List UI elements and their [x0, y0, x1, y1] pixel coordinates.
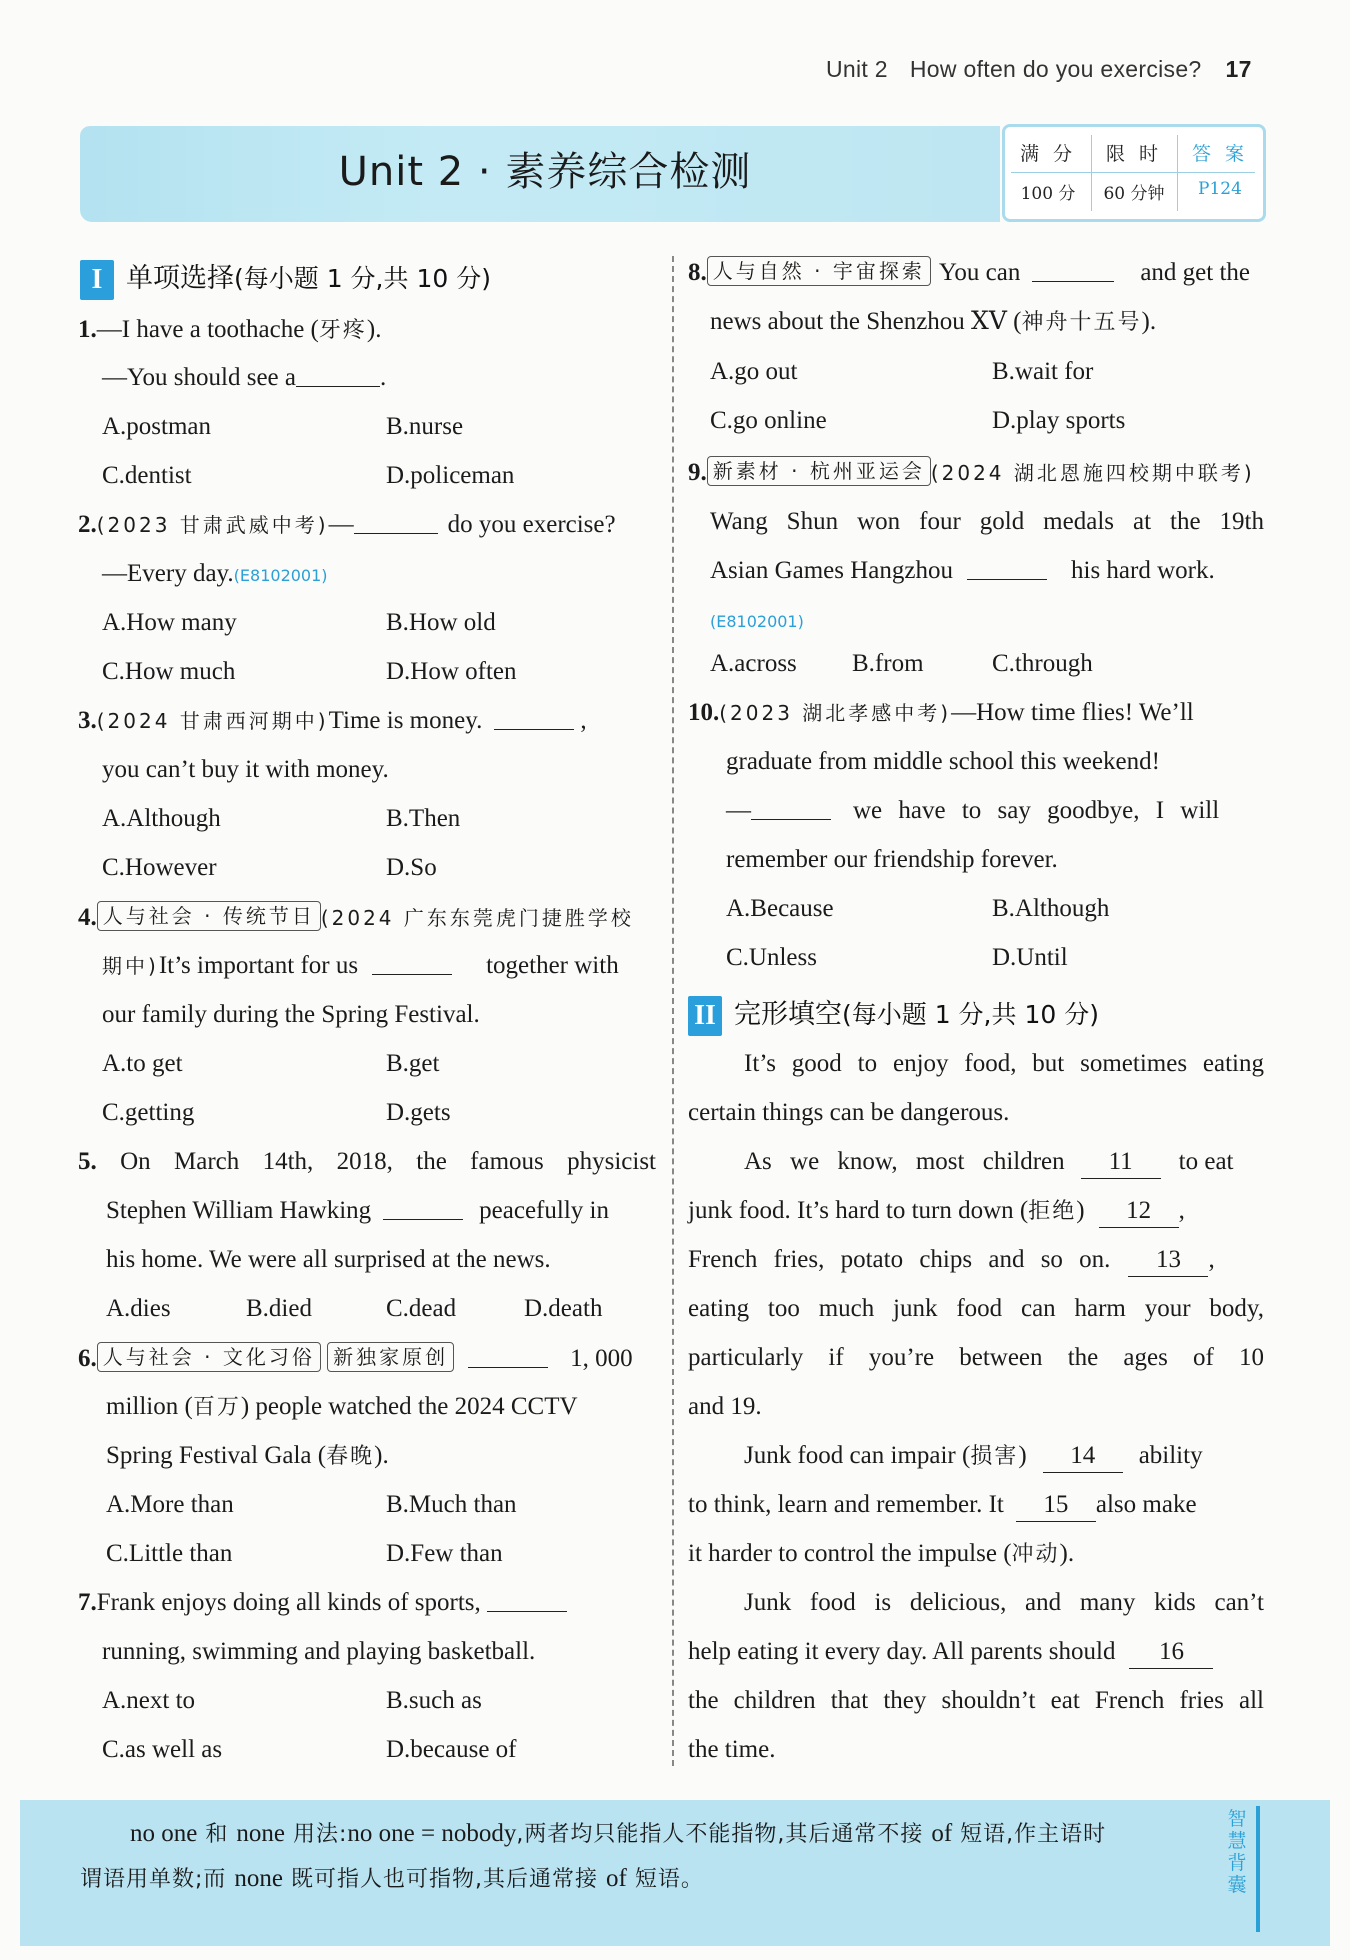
q1-option-b[interactable]: B.nurse	[386, 413, 464, 440]
q6-text: ).	[374, 1442, 389, 1469]
q1-line2	[102, 362, 386, 394]
q5-line1	[78, 1146, 656, 1178]
q6-tag-2: 新独家原创	[327, 1342, 454, 1372]
q7-option-b[interactable]: B.such as	[386, 1687, 482, 1714]
cloze-line: certain things can be dangerous.	[688, 1099, 1010, 1126]
q2-option-a[interactable]: A.How many	[102, 609, 237, 636]
cloze-line: eating too much junk food can harm your body,	[688, 1295, 1264, 1322]
q2-text: —Every day.	[102, 560, 234, 587]
q6-line1	[78, 1342, 633, 1375]
cloze-line	[744, 1146, 1234, 1179]
q7-number: 7.	[78, 1589, 97, 1616]
score-box-separator	[1177, 135, 1178, 211]
q6-cn: 春晚	[326, 1444, 375, 1469]
q10-text: —	[726, 797, 751, 824]
q8-line2	[710, 306, 1156, 339]
q9-text: his hard work.	[1071, 557, 1215, 584]
q6-text: million (	[106, 1393, 193, 1420]
q9-code-line	[710, 604, 804, 638]
q10-line3	[726, 795, 1219, 827]
cloze-text: to think, learn and remember. It	[688, 1491, 1004, 1518]
q6-text: 1, 000	[570, 1345, 633, 1372]
answer-page-link[interactable]: P124	[1198, 179, 1242, 199]
section-1-score: (每小题 1 分,共 10 分)	[234, 264, 491, 293]
q6-option-c[interactable]: C.Little than	[106, 1540, 233, 1567]
answer-blank[interactable]	[354, 509, 438, 534]
q8-option-d[interactable]: D.play sports	[992, 407, 1126, 434]
q3-option-a[interactable]: A.Although	[102, 805, 221, 832]
q2-source: (2023 甘肃武威中考)	[96, 513, 329, 537]
cloze-cn: 损害	[970, 1444, 1019, 1469]
q10-number: 10.	[688, 699, 720, 726]
q1-line1	[78, 314, 381, 347]
q9-line2: Wang Shun won four gold medals at the 19th	[710, 508, 1264, 535]
cloze-line: the children that they shouldn’t eat French fries all	[688, 1687, 1264, 1714]
section-2-title: 完形填空	[734, 999, 842, 1030]
q5-text: On March 14th, 2018, the famous physicist	[120, 1148, 656, 1175]
answer-blank[interactable]	[967, 555, 1047, 580]
tip-text: no one = nobody	[347, 1820, 517, 1847]
q10-line2: graduate from middle school this weekend!	[726, 748, 1160, 775]
q1-option-a[interactable]: A.postman	[102, 413, 212, 440]
q1-cn: 牙疼	[318, 318, 367, 343]
tip-text: no one	[130, 1820, 198, 1847]
q4-option-c[interactable]: C.getting	[102, 1099, 195, 1126]
answer-blank[interactable]	[1032, 257, 1114, 282]
answer-blank[interactable]	[487, 1587, 567, 1612]
cloze-line: and 19.	[688, 1393, 762, 1420]
q2-text: do you exercise?	[447, 511, 616, 538]
cloze-line	[688, 1636, 1213, 1669]
q4-text: together with	[486, 952, 619, 979]
q1-text: —I have a toothache (	[96, 316, 319, 343]
cloze-text: ,	[1178, 1197, 1185, 1224]
tip-bar	[1256, 1806, 1260, 1932]
q10-option-c[interactable]: C.Unless	[726, 944, 817, 971]
q3-option-c[interactable]: C.However	[102, 854, 217, 881]
cloze-text: French fries, potato chips and so on.	[688, 1246, 1111, 1273]
section-2-badge: II	[688, 996, 722, 1036]
q6-option-a[interactable]: A.More than	[106, 1491, 234, 1518]
running-head	[826, 56, 1252, 83]
tip-text: 用法:	[284, 1822, 348, 1847]
page-number: 17	[1225, 56, 1252, 82]
q2-text: —	[328, 511, 354, 538]
q5-line2	[106, 1195, 609, 1227]
q7-option-d[interactable]: D.because of	[386, 1736, 517, 1763]
cloze-line	[688, 1195, 1185, 1228]
q4-line2	[102, 950, 619, 982]
q3-number: 3.	[78, 707, 97, 734]
q10-text: we have to say goodbye, I will	[853, 797, 1220, 824]
q9-number: 9.	[688, 459, 707, 486]
cloze-blank-12[interactable]: 12	[1099, 1195, 1179, 1228]
q10-text: —How time flies! We’ll	[951, 699, 1194, 726]
q4-number: 4.	[78, 904, 97, 931]
cloze-line: It’s good to enjoy food, but sometimes eating	[744, 1050, 1264, 1077]
cloze-blank-14[interactable]: 14	[1043, 1440, 1123, 1473]
q9-text: Asian Games Hangzhou	[710, 557, 953, 584]
cloze-text: )	[1076, 1197, 1085, 1224]
q8-option-a[interactable]: A.go out	[710, 358, 798, 385]
q1-number: 1.	[78, 316, 97, 343]
cloze-blank-15[interactable]: 15	[1016, 1489, 1096, 1522]
q4-option-a[interactable]: A.to get	[102, 1050, 183, 1077]
tip-line-1	[130, 1817, 1106, 1848]
section-2-heading	[688, 992, 1099, 1036]
q9-option-a[interactable]: A.across	[710, 650, 797, 677]
q9-tag: 新素材 · 杭州亚运会	[707, 456, 931, 486]
q5-number: 5.	[78, 1148, 97, 1175]
cloze-text: it harder to control the impulse (	[688, 1540, 1012, 1567]
tip-text: of	[931, 1820, 953, 1847]
q2-line1	[78, 509, 616, 541]
column-divider	[672, 256, 674, 1766]
q6-option-b[interactable]: B.Much than	[386, 1491, 517, 1518]
q6-cn: 百万	[192, 1395, 241, 1420]
q8-line1	[688, 256, 1250, 289]
tip-text: 既可指人也可指物,其后通常接	[283, 1867, 606, 1892]
cloze-text: to eat	[1178, 1148, 1234, 1175]
q2-option-c[interactable]: C.How much	[102, 658, 236, 685]
time-limit-value: 60 分钟	[1103, 184, 1165, 204]
section-1-badge: I	[80, 260, 114, 300]
q7-option-c[interactable]: C.as well as	[102, 1736, 223, 1763]
q3-line2: you can’t buy it with money.	[102, 756, 389, 783]
cloze-text: )	[1018, 1442, 1027, 1469]
q8-text: news about the Shenzhou ⅩⅤ (	[710, 308, 1022, 335]
q4-option-b[interactable]: B.get	[386, 1050, 440, 1077]
q6-option-d[interactable]: D.Few than	[386, 1540, 503, 1567]
q2-option-b[interactable]: B.How old	[386, 609, 496, 636]
full-score-value: 100 分	[1020, 184, 1076, 204]
answer-blank[interactable]	[296, 362, 380, 387]
cloze-line	[688, 1489, 1197, 1522]
q4-option-d[interactable]: D.gets	[386, 1099, 451, 1126]
score-box-divider	[1011, 172, 1255, 173]
cloze-line: particularly if you’re between the ages of 10	[688, 1344, 1264, 1371]
q4-source-cont: 期中)	[102, 954, 159, 978]
q5-option-a[interactable]: A.dies	[106, 1295, 171, 1322]
q4-source: (2024 广东东莞虎门捷胜学校	[320, 906, 634, 930]
cloze-blank-11[interactable]: 11	[1081, 1146, 1161, 1179]
section-1-heading	[80, 256, 491, 300]
cloze-blank-16[interactable]: 16	[1129, 1636, 1213, 1669]
cloze-cn: 冲动	[1011, 1542, 1060, 1567]
cloze-text: As we know, most children	[744, 1148, 1065, 1175]
q6-line2	[106, 1391, 578, 1424]
running-head-title: How often do you exercise?	[909, 56, 1202, 82]
q7-line1	[78, 1587, 567, 1619]
cloze-text: help eating it every day. All parents should	[688, 1638, 1116, 1665]
q5-text: Stephen William Hawking	[106, 1197, 372, 1224]
cloze-line: the time.	[688, 1736, 776, 1763]
q5-text: peacefully in	[479, 1197, 609, 1224]
q5-option-d[interactable]: D.death	[524, 1295, 603, 1322]
q9-option-c[interactable]: C.through	[992, 650, 1093, 677]
cloze-text: Junk food can impair (	[744, 1442, 971, 1469]
q8-option-b[interactable]: B.wait for	[992, 358, 1094, 385]
q5-line3: his home. We were all surprised at the news.	[106, 1246, 551, 1273]
cloze-text: ,	[1208, 1246, 1215, 1273]
q5-option-b[interactable]: B.died	[246, 1295, 312, 1322]
q4-tag: 人与社会 · 传统节日	[97, 901, 321, 931]
answer-blank[interactable]	[494, 705, 574, 730]
q1-option-d[interactable]: D.policeman	[386, 462, 515, 489]
cloze-line	[688, 1244, 1215, 1277]
q9-code: (E8102001)	[710, 612, 804, 631]
section-1-title: 单项选择	[126, 263, 234, 294]
q3-text: Time is money.	[328, 707, 483, 734]
tip-text: 和	[197, 1822, 237, 1847]
time-limit-label: 限 时	[1105, 143, 1163, 165]
q8-cn: 神舟十五号	[1021, 310, 1142, 335]
cloze-text: ability	[1138, 1442, 1203, 1469]
q6-line3	[106, 1440, 389, 1473]
q8-number: 8.	[688, 259, 707, 286]
tip-text: 短语。	[626, 1867, 704, 1892]
q10-source: (2023 湖北孝感中考)	[719, 701, 952, 725]
answer-blank[interactable]	[372, 950, 452, 975]
q3-line1	[78, 705, 587, 737]
q8-option-c[interactable]: C.go online	[710, 407, 827, 434]
q6-text: Spring Festival Gala (	[106, 1442, 327, 1469]
section-2-score: (每小题 1 分,共 10 分)	[842, 1000, 1099, 1029]
cloze-cn: 拒绝	[1028, 1199, 1077, 1224]
q4-line1	[78, 901, 634, 934]
q10-line1	[688, 697, 1194, 729]
q6-text: ) people watched the 2024 CCTV	[240, 1393, 578, 1420]
q7-text: Frank enjoys doing all kinds of sports,	[96, 1589, 481, 1616]
page-title: Unit 2 · 素养综合检测	[338, 149, 752, 195]
q1-option-c[interactable]: C.dentist	[102, 462, 192, 489]
cloze-text: also make	[1095, 1491, 1197, 1518]
q7-option-a[interactable]: A.next to	[102, 1687, 196, 1714]
cloze-text: ).	[1059, 1540, 1075, 1567]
cloze-line	[688, 1538, 1074, 1571]
cloze-blank-13[interactable]: 13	[1128, 1244, 1208, 1277]
cloze-line	[744, 1440, 1203, 1473]
q2-number: 2.	[78, 511, 97, 538]
full-score-label: 满 分	[1019, 143, 1077, 165]
q1-text: ).	[366, 316, 382, 343]
q3-source: (2024 甘肃西河期中)	[96, 709, 329, 733]
q5-option-c[interactable]: C.dead	[386, 1295, 457, 1322]
q2-code: (E8102001)	[233, 566, 328, 585]
q10-option-d[interactable]: D.Until	[992, 944, 1068, 971]
tip-label: 智慧背囊	[1227, 1808, 1247, 1896]
q10-option-a[interactable]: A.Because	[726, 895, 834, 922]
tip-text: none	[236, 1820, 285, 1847]
q6-tag-1: 人与社会 · 文化习俗	[97, 1342, 321, 1372]
q1-text: —You should see a	[102, 364, 296, 391]
q9-source: (2024 湖北恩施四校期中联考)	[930, 461, 1255, 485]
answer-blank[interactable]	[751, 795, 831, 820]
cloze-line: Junk food is delicious, and many kids can’t	[744, 1589, 1264, 1616]
q7-line2: running, swimming and playing basketball.	[102, 1638, 536, 1665]
q8-tag: 人与自然 · 宇宙探索	[707, 256, 931, 286]
tip-line-2	[80, 1862, 704, 1893]
q4-text: It’s important for us	[158, 952, 359, 979]
q9-line1	[688, 456, 1255, 489]
q3-option-d[interactable]: D.So	[386, 854, 437, 881]
q2-line2	[102, 558, 328, 592]
q4-line3: our family during the Spring Festival.	[102, 1001, 480, 1028]
tip-text: 谓语用单数;而	[80, 1867, 235, 1892]
q10-line4: remember our friendship forever.	[726, 846, 1058, 873]
answer-label: 答 案	[1191, 143, 1249, 165]
q1-text: .	[380, 364, 387, 391]
q8-text: ).	[1141, 308, 1157, 335]
score-box	[1002, 124, 1266, 222]
q3-option-b[interactable]: B.Then	[386, 805, 461, 832]
tip-text: ,两者均只能指人不能指物,其后通常不接	[516, 1822, 932, 1847]
running-head-unit: Unit 2	[826, 56, 888, 82]
tip-text: none	[234, 1865, 284, 1892]
q9-line3	[710, 555, 1215, 587]
q9-option-b[interactable]: B.from	[852, 650, 924, 677]
tip-text: 短语,作主语时	[952, 1822, 1107, 1847]
q3-text: ,	[580, 707, 587, 734]
q2-option-d[interactable]: D.How often	[386, 658, 517, 685]
q6-number: 6.	[78, 1345, 97, 1372]
answer-blank[interactable]	[383, 1195, 463, 1220]
tip-text: of	[606, 1865, 627, 1892]
q8-text: and get the	[1140, 259, 1251, 286]
answer-blank[interactable]	[468, 1343, 548, 1368]
q8-text: You can	[938, 259, 1021, 286]
q10-option-b[interactable]: B.Although	[992, 895, 1110, 922]
cloze-text: junk food. It’s hard to turn down (	[688, 1197, 1029, 1224]
